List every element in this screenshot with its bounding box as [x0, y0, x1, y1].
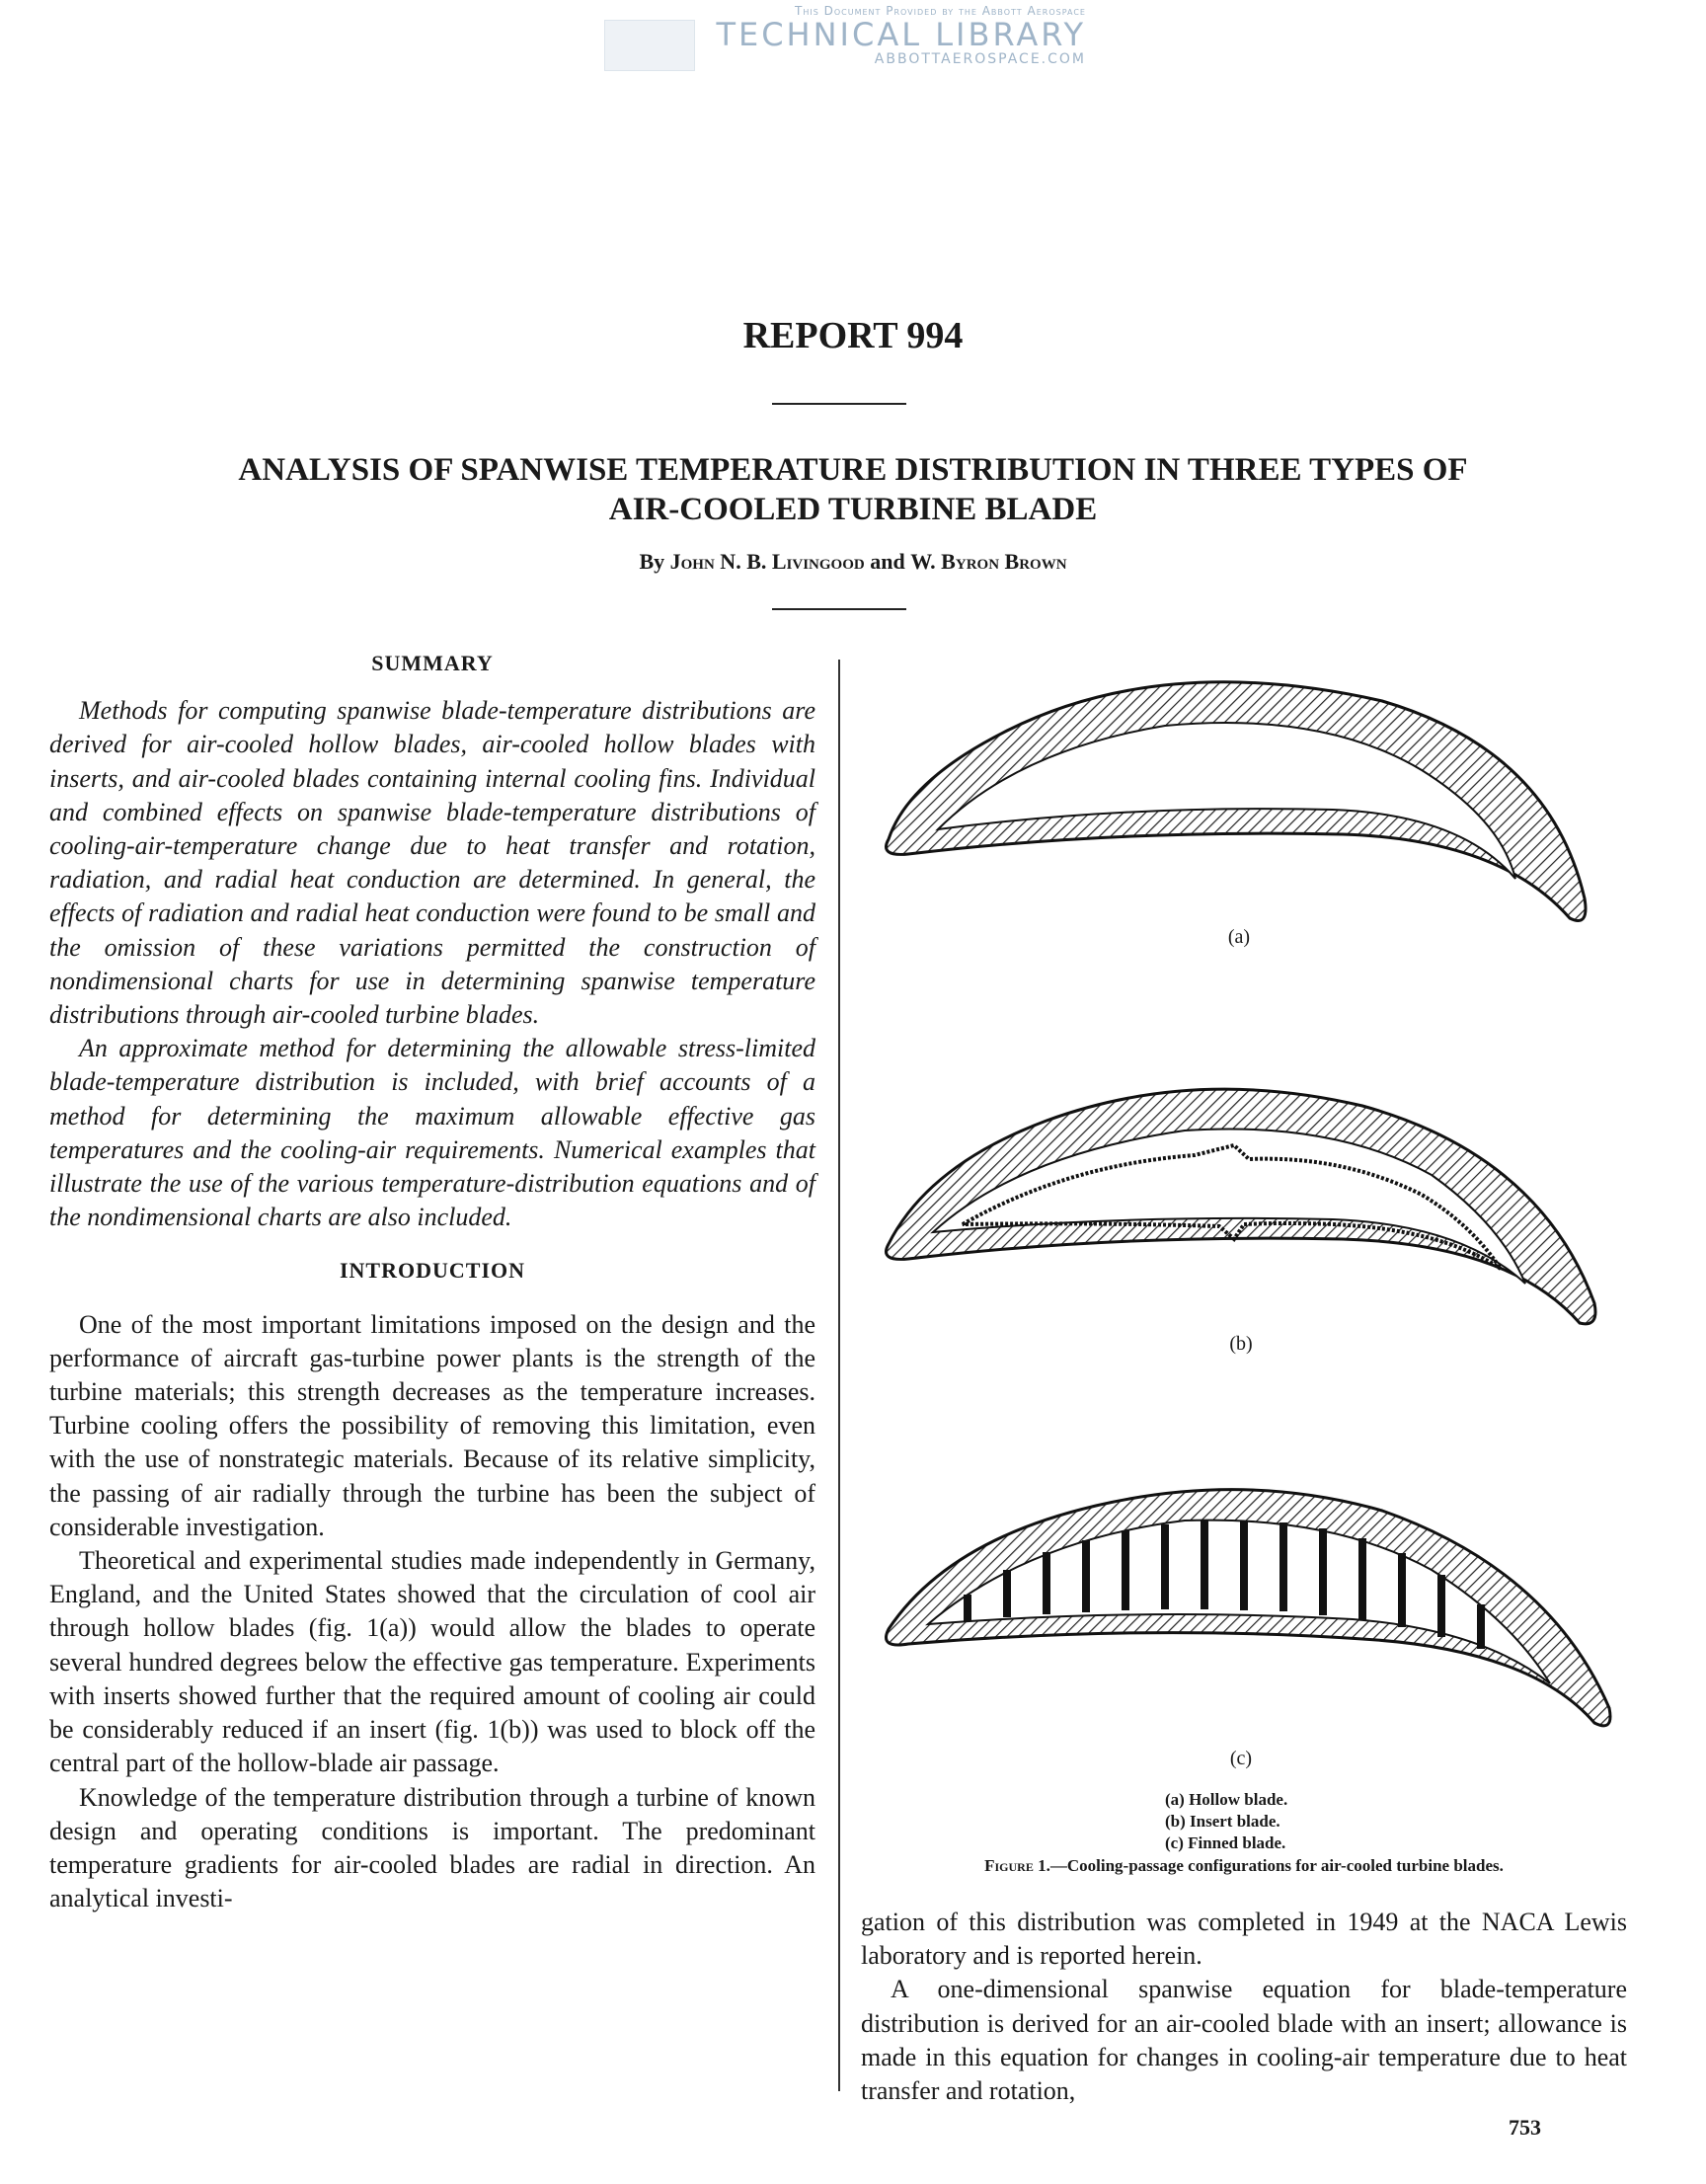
title-line: AIR-COOLED TURBINE BLADE: [608, 492, 1098, 527]
intro-paragraph: Knowledge of the temperature distribution through a turbine of known design and operating conditions is important. The predominant temperature gradients for air-cooled blades are radial in direction. An analytical investi-: [49, 1782, 815, 1913]
watermark-line3: ABBOTTAEROSPACE.COM: [874, 51, 1086, 67]
figure-caption-text: —Cooling-passage configurations for air-cooled turbine blades.: [1049, 1856, 1504, 1875]
continued-paragraph: A one-dimensional spanwise equation for blade-temperature distribution is derived for an air-cooled blade with an insert; allowance is made in this equation for changes in cooling-air temperature due to heat transfer and rotation,: [861, 1975, 1627, 2106]
panel-label-a: (a): [1227, 926, 1251, 948]
intro-paragraph: Theoretical and experimental studies made independently in Germany, England, and the United States showed that the circulation of cool air through hollow blades (fig. 1(a)) would allow the blades to operate several hundred degrees below the effective gas temperature. Experiments with inserts showed further that the required amount of cooling air could be considerably reduced if an insert (fig. 1(b)) was used to block off the central part of the hollow-blade air passage.: [49, 1546, 815, 1778]
panel-label-b: (b): [1229, 1333, 1253, 1355]
author-1: John N. B. Livingood: [669, 549, 865, 574]
continued-paragraph: gation of this distribution was completed in 1949 at the NACA Lewis laboratory and is reported herein.: [861, 1908, 1627, 1971]
summary-heading: SUMMARY: [371, 651, 494, 675]
page-number: 753: [1509, 2115, 1541, 2140]
divider-rule: [772, 608, 906, 610]
figure-1-blades: [869, 642, 1629, 1827]
byline-by: By: [639, 549, 665, 574]
byline-and: and: [870, 549, 905, 574]
column-divider: [838, 660, 840, 2091]
right-column: [861, 1906, 1627, 2108]
summary-paragraph: Methods for computing spanwise blade-temperature distributions are derived for air-cooled hollow blades, air-cooled hollow blades with inserts, and air-cooled blades containing internal cooling fins. Individual and combined effects on spanwise blade-temperature distributions of cooling-air-temperature change due to heat transfer and rotation, radiation, and radial heat conduction are determined. In general, the effects of radiation and radial heat conduction were found to be small and the omission of these variations permitted the construction of nondimensional charts for use in determining spanwise temperature distributions through air-cooled turbine blades.: [49, 696, 815, 1030]
title-line: ANALYSIS OF SPANWISE TEMPERATURE DISTRIBUTION IN THREE TYPES OF: [238, 452, 1468, 488]
watermark-line1: This Document Provided by the Abbott Aerospace: [795, 4, 1086, 18]
watermark-line2: TECHNICAL LIBRARY: [716, 16, 1086, 53]
left-column: [49, 647, 815, 1915]
legend-item: (b) Insert blade.: [1165, 1812, 1280, 1831]
byline: [0, 549, 1706, 575]
hollow-blade-drawing: [887, 682, 1587, 921]
figure-caption-label: Figure 1.: [984, 1856, 1050, 1875]
intro-paragraph: One of the most important limitations imposed on the design and the performance of aircraft gas-turbine power plants is the strength of the turbine materials; this strength decreases as the temperature increases. Turbine cooling offers the possibility of removing this limitation, even with the use of nonstrategic materials. Because of its relative simplicity, the passing of air radially through the turbine has been the subject of considerable investigation.: [49, 1309, 815, 1541]
legend-item: (c) Finned blade.: [1165, 1833, 1286, 1852]
watermark: [592, 4, 1086, 67]
panel-label-c: (c): [1229, 1748, 1253, 1769]
introduction-heading: INTRODUCTION: [339, 1258, 526, 1284]
figure-legend: [1165, 1789, 1287, 1854]
summary-paragraph: An approximate method for determining the allowable stress-limited blade-temperature distribution is included, with brief accounts of a method for determining the maximum allowable effective gas temperatures and the cooling-air requirements. Numerical examples that illustrate the use of the various temperature-distribution equations and of the nondimensional charts are also included.: [49, 1034, 815, 1232]
insert-blade-drawing: [887, 1089, 1596, 1324]
legend-item: (a) Hollow blade.: [1165, 1790, 1288, 1809]
finned-blade-drawing: [887, 1490, 1611, 1726]
figure-caption: [861, 1856, 1627, 1876]
paper-title: [0, 450, 1706, 529]
author-2: W. Byron Brown: [910, 549, 1067, 574]
divider-rule: [772, 403, 906, 405]
report-number: REPORT 994: [742, 315, 964, 356]
